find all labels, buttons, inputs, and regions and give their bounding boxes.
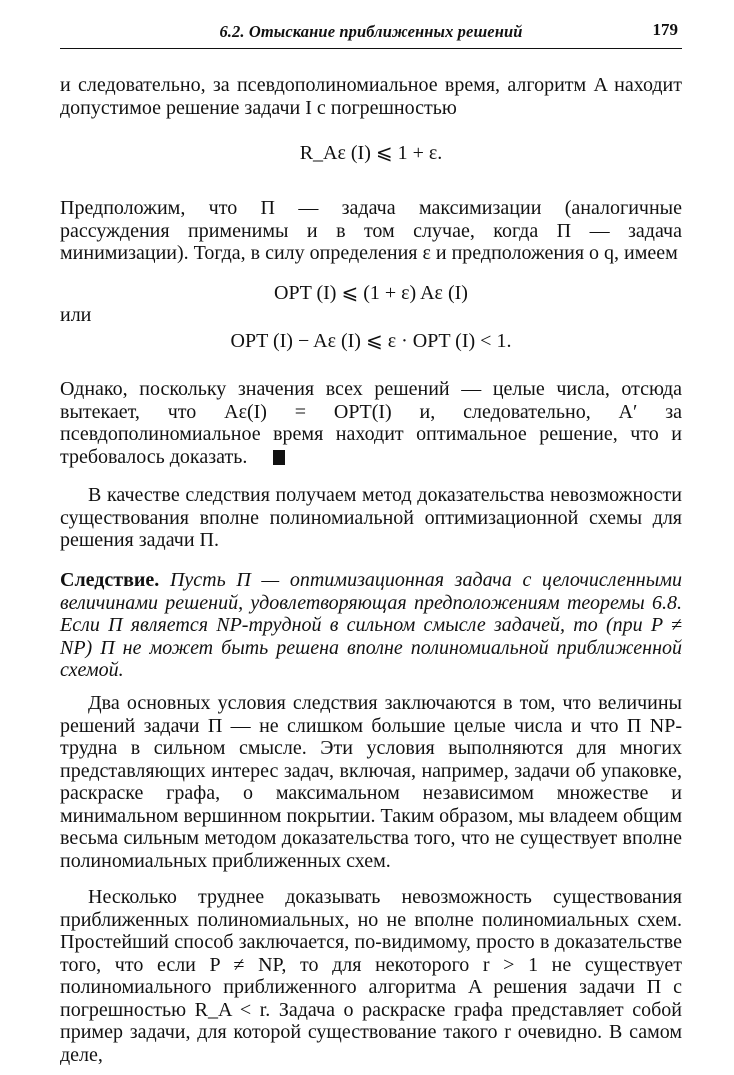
page-number: 179 xyxy=(652,20,678,39)
paragraph-conditions: Два основных условия следствия заключаются в том, что величины решений задачи Π — не слишком большие целые числа и что Π NP-трудна в сильном смысле. Эти условия выполняются для многих представляющих интерес задач, включая, например, задачи об упаковке, раскраске графа, о максимальном независимом множестве и минимальном вершинном покрытии. Таким образом, мы владеем общим весьма сильным методом доказательства того, что не существует вполне полиномиальных приближенных схем. xyxy=(60,692,682,872)
paragraph-or: или xyxy=(60,304,92,326)
formula-opt-bound: OPT (I) ⩽ (1 + ε) Aε (I) xyxy=(274,282,468,304)
running-title: 6.2. Отыскание приближенных решений xyxy=(219,22,523,41)
corollary-statement: Пусть Π — оптимизационная задача с целочисленными величинами решений, удовлетворяющая предположениям теоремы 6.8. Если Π является NP-трудной в сильном смысле задачей, то (при P ≠ NP) Π не может быть решена вполне полиномиальной приближенной схемой. xyxy=(60,569,683,681)
corollary-heading: Следствие. xyxy=(60,569,160,591)
paragraph-nonexistence: Несколько труднее доказывать невозможность существования приближенных полиномиальных, но не вполне полиномиальных схем. Простейший способ заключается, по-видимому, просто в доказательстве того, что если P ≠ NP, то для некоторого r > 1 не существует полиномиального приближенного алгоритма A решения задачи Π с погрешностью R_A < r. Задача о раскраске графа представляет собой пример задачи, для которой существование такого r очевидно. В самом деле, xyxy=(60,886,682,1066)
formula-opt-difference: OPT (I) − Aε (I) ⩽ ε · OPT (I) < 1. xyxy=(230,330,512,352)
qed-square-icon xyxy=(273,450,285,465)
page-header xyxy=(60,18,682,49)
paragraph-intro: и следовательно, за псевдополиномиальное время, алгоритм A находит допустимое решение задачи I с погрешностью xyxy=(60,74,682,119)
paragraph-maximization: Предположим, что Π — задача максимизации (аналогичные рассуждения применимы и в том случае, когда Π — задача минимизации). Тогда, в силу определения ε и предположения о q, имеем xyxy=(60,197,682,264)
corollary xyxy=(60,569,682,682)
paragraph-conclusion xyxy=(60,378,682,468)
conclusion-text: Однако, поскольку значения всех решений — целые числа, отсюда вытекает, что Aε(I) = OPT(I) и, следовательно, A′ за псевдополиномиальное время находит оптимальное решение, что и требовалось доказать. xyxy=(60,378,682,468)
formula-performance-ratio: R_Aε (I) ⩽ 1 + ε. xyxy=(299,142,443,164)
paragraph-corollary-intro: В качестве следствия получаем метод доказательства невозможности существования вполне полиномиальной оптимизационной схемы для решения задачи Π. xyxy=(60,484,682,551)
